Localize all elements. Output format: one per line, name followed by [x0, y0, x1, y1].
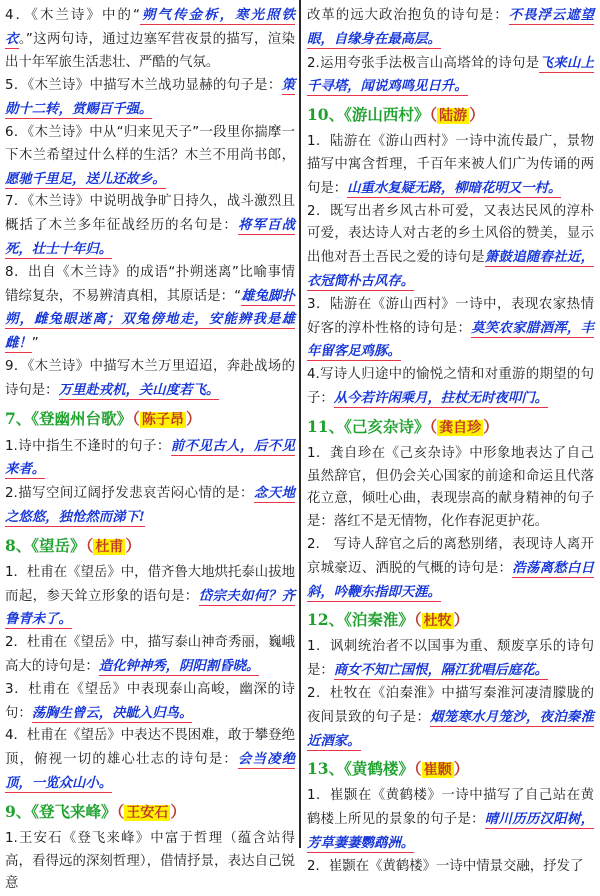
answer-text: 将军百战死，壮士十年归。 [5, 217, 296, 257]
section-number: 7、 [5, 408, 32, 428]
question-paragraph [5, 262, 295, 356]
question-paragraph [5, 828, 295, 896]
question-text: 1.王安石《登飞来峰》中富于哲理（蕴含站得高，看得远的深刻哲理），借情抒景，表达自己锐意 [5, 830, 295, 892]
question-text: 2．既写出者乡风古朴可爱，又表达民风的淳朴可爱，表达诗人对古老的乡土风俗的赞美，显示出他对吾土吾民之爱的诗句是 [307, 203, 594, 266]
question-paragraph [5, 122, 295, 191]
question-text: 3．杜甫在《望岳》中表现泰山高峻，幽深的诗句： [5, 681, 295, 721]
answer-text: 万里赴戎机，关山度若飞。 [58, 381, 220, 398]
question-paragraph [307, 683, 594, 753]
question-text: 6．《木兰诗》中从“归来见天子”一段里你揣摩一下木兰希望过什么样的生活？木兰不用尚书郎， [5, 124, 295, 163]
answer-text: 荡胸生曾云，决眦入归鸟。 [31, 704, 193, 721]
answer-text: 岱宗夫如何？齐鲁青未了。 [5, 587, 296, 628]
question-text: 3．陆游在《游山西村》一诗中，表现农家热情好客的淳朴性格的诗句是： [307, 296, 594, 336]
poem-title: 《登飞来峰》 [31, 801, 117, 821]
poem-author: 龚自珍 [439, 419, 482, 436]
answer-text: 莫笑农家腊酒浑，丰年留客足鸡豚。 [307, 319, 595, 360]
poem-title: 《望岳》 [31, 535, 86, 555]
section-number: 12、 [307, 610, 345, 630]
poem-title: 《黄鹤楼》 [344, 759, 414, 779]
poem-author: 王安石 [126, 804, 169, 821]
question-paragraph [5, 435, 295, 483]
question-text: 2．杜牧在《泊秦淮》中描写秦淮河凄清朦胧的夜间景致的句子是： [307, 685, 594, 725]
poem-author: 崔颢 [423, 762, 452, 779]
question-paragraph [307, 636, 594, 683]
question-paragraph [307, 52, 594, 100]
answer-text: 浩荡离愁白日斜，吟鞭东指即天涯。 [307, 559, 595, 600]
answer-text: 烟笼寒水月笼沙，夜泊秦淮近酒家。 [307, 708, 594, 749]
answer-text: 念天地之悠悠，独怆然而涕下! [5, 485, 296, 525]
question-paragraph [307, 534, 594, 604]
poem-author: 陈子昂 [141, 411, 184, 428]
poem-author: 杜甫 [95, 538, 124, 555]
question-text: 1.诗中指生不逢时的句子： [5, 438, 171, 454]
question-text: 2.运用夸张手法极言山高塔耸的诗句是 [307, 55, 540, 71]
question-text: 。”这两句诗，通过边塞军营夜景的描写，渲染出十年军旅生活悲壮、严酷的气氛。 [5, 31, 296, 70]
section-number: 9、 [5, 801, 32, 821]
question-paragraph [307, 856, 594, 879]
answer-text: 造化钟神秀，阴阳割昏晓。 [98, 657, 260, 674]
section-number: 10、 [307, 105, 345, 125]
answer-text: 飞来山上千寻塔，闻说鸡鸣见日升。 [307, 54, 595, 95]
poem-author: 陆游 [439, 108, 468, 125]
question-paragraph [307, 4, 594, 52]
question-text: 4．《木兰诗》中的“ [5, 8, 140, 23]
question-text: 改革的远大政治抱负的诗句是： [307, 8, 509, 23]
question-text: 2．崔颢在《黄鹤楼》一诗中情景交融，抒发了 [307, 858, 584, 874]
section-heading: 13、《黄鹤楼》（ 崔颢 ） [307, 759, 470, 779]
answer-text: 不畏浮云遮望眼，自缘身在最高层。 [307, 7, 595, 47]
question-text: 1．讽刺统治者不以国事为重、颓废享乐的诗句是： [307, 639, 594, 679]
section-number: 11、 [307, 416, 345, 436]
question-paragraph [5, 632, 295, 679]
answer-text: 策勋十二转，赏赐百千强。 [5, 77, 295, 118]
section-heading: 12、《泊秦淮》（ 杜牧 ） [307, 610, 470, 630]
poem-title: 《泊秦淮》 [344, 610, 414, 630]
question-paragraph [307, 785, 594, 855]
section-heading: 9、《登飞来峰》（ 王安石 ） [5, 801, 186, 821]
answer-text: 朔气传金柝，寒光照铁衣 [5, 7, 296, 47]
section-number: 8、 [5, 535, 32, 555]
question-paragraph [307, 364, 594, 411]
section-heading: 10、《游山西村》（ 陆游 ） [307, 105, 485, 125]
left-column [0, 0, 299, 892]
poem-title: 《登幽州台歌》 [31, 408, 133, 428]
question-paragraph [5, 191, 295, 261]
section-number: 13、 [307, 759, 345, 779]
poem-title: 《游山西村》 [344, 105, 430, 125]
answer-text: 商女不知亡国恨，隔江犹唱后庭花。 [333, 662, 549, 679]
section-heading: 8、《望岳》（ 杜甫 ） [5, 535, 141, 555]
poem-title: 《己亥杂诗》 [344, 416, 430, 436]
answer-text: 晴川历历汉阳树，芳草萋萋鹦鹉洲。 [307, 811, 595, 851]
question-text: 5．《木兰诗》中描写木兰战功显赫的句子是： [5, 78, 282, 94]
question-paragraph [5, 74, 295, 122]
question-paragraph [307, 443, 594, 534]
question-text: 2. 写诗人辞官之后的离愁别绪，表现诗人离开京城豪迈、洒脱的气概的诗句是： [307, 536, 594, 576]
answer-text: 从今若许闲乘月，拄杖无时夜叩门。 [333, 389, 549, 406]
question-paragraph [307, 131, 594, 200]
right-column [301, 0, 600, 874]
answer-text: 会当凌绝顶，一览众山小。 [5, 751, 296, 791]
question-paragraph [5, 356, 295, 403]
question-text: 7．《木兰诗》中说明战争旷日持久，战斗激烈且概括了木兰多年征战经历的名句是： [5, 194, 295, 234]
question-text: 1．龚自珍在《己亥杂诗》中形象地表达了自己虽然辞官，但仍会关心国家的前途和命运且代落花立意，倾吐心曲，表现崇高的献身精神的句子是：落红不是无情物，化作春泥更护花。 [307, 445, 594, 530]
question-text: 2.描写空间辽阔抒发悲哀苦闷心情的是： [5, 486, 254, 502]
question-text: 9．《木兰诗》中描写木兰万里迢迢，奔赴战场的诗句是： [5, 358, 295, 398]
answer-text: 雄兔脚扑朔，雌兔眼迷离；双兔傍地走，安能辨我是雄雌！ [5, 287, 296, 352]
question-paragraph [5, 679, 295, 726]
answer-text: 山重水复疑无路，柳暗花明又一村。 [347, 179, 562, 196]
question-paragraph [307, 201, 594, 294]
section-heading: 7、《登幽州台歌》（ 陈子昂 ） [5, 408, 202, 428]
question-paragraph [5, 482, 295, 530]
answer-text: 前不见古人，后不见来者。 [5, 437, 295, 478]
question-text: 4.写诗人归途中的愉悦之情和对重游的期望的句子： [307, 367, 594, 406]
answer-text: 愿驰千里足，送儿还故乡。 [5, 170, 166, 187]
question-paragraph [5, 4, 295, 74]
section-heading: 11、《己亥杂诗》（ 龚自珍 ） [307, 416, 499, 436]
question-paragraph [307, 294, 594, 364]
question-text: 1．杜甫在《望岳》中，借齐鲁大地烘托泰山拔地而起，参天耸立形象的语句是： [5, 564, 295, 604]
question-text: ” [31, 336, 39, 352]
poem-author: 杜牧 [423, 613, 452, 630]
question-paragraph [5, 725, 295, 795]
answer-text: 箫鼓追随春社近，衣冠简朴古风存。 [307, 249, 595, 289]
question-text: 2．杜甫在《望岳》中，描写泰山神奇秀丽，巍峨高大的诗句是： [5, 635, 295, 674]
question-paragraph [5, 562, 295, 632]
question-text: 8．出自《木兰诗》的成语“扑朔迷离”比喻事情错综复杂，不易辨清真相，其原话是：“ [5, 264, 295, 304]
question-text: 4．杜甫在《望岳》中表达不畏困难，敢于攀登绝顶，俯视一切的雄心壮志的诗句是： [5, 728, 295, 768]
question-text: 1．崔颢在《黄鹤楼》一诗中描写了自己站在黄鹤楼上所见的景象的句子是： [307, 788, 594, 828]
question-text: 1．陆游在《游山西村》一诗中流传最广，景物描写中寓含哲理，千百年来被人们广为传诵的两句是： [307, 134, 594, 196]
